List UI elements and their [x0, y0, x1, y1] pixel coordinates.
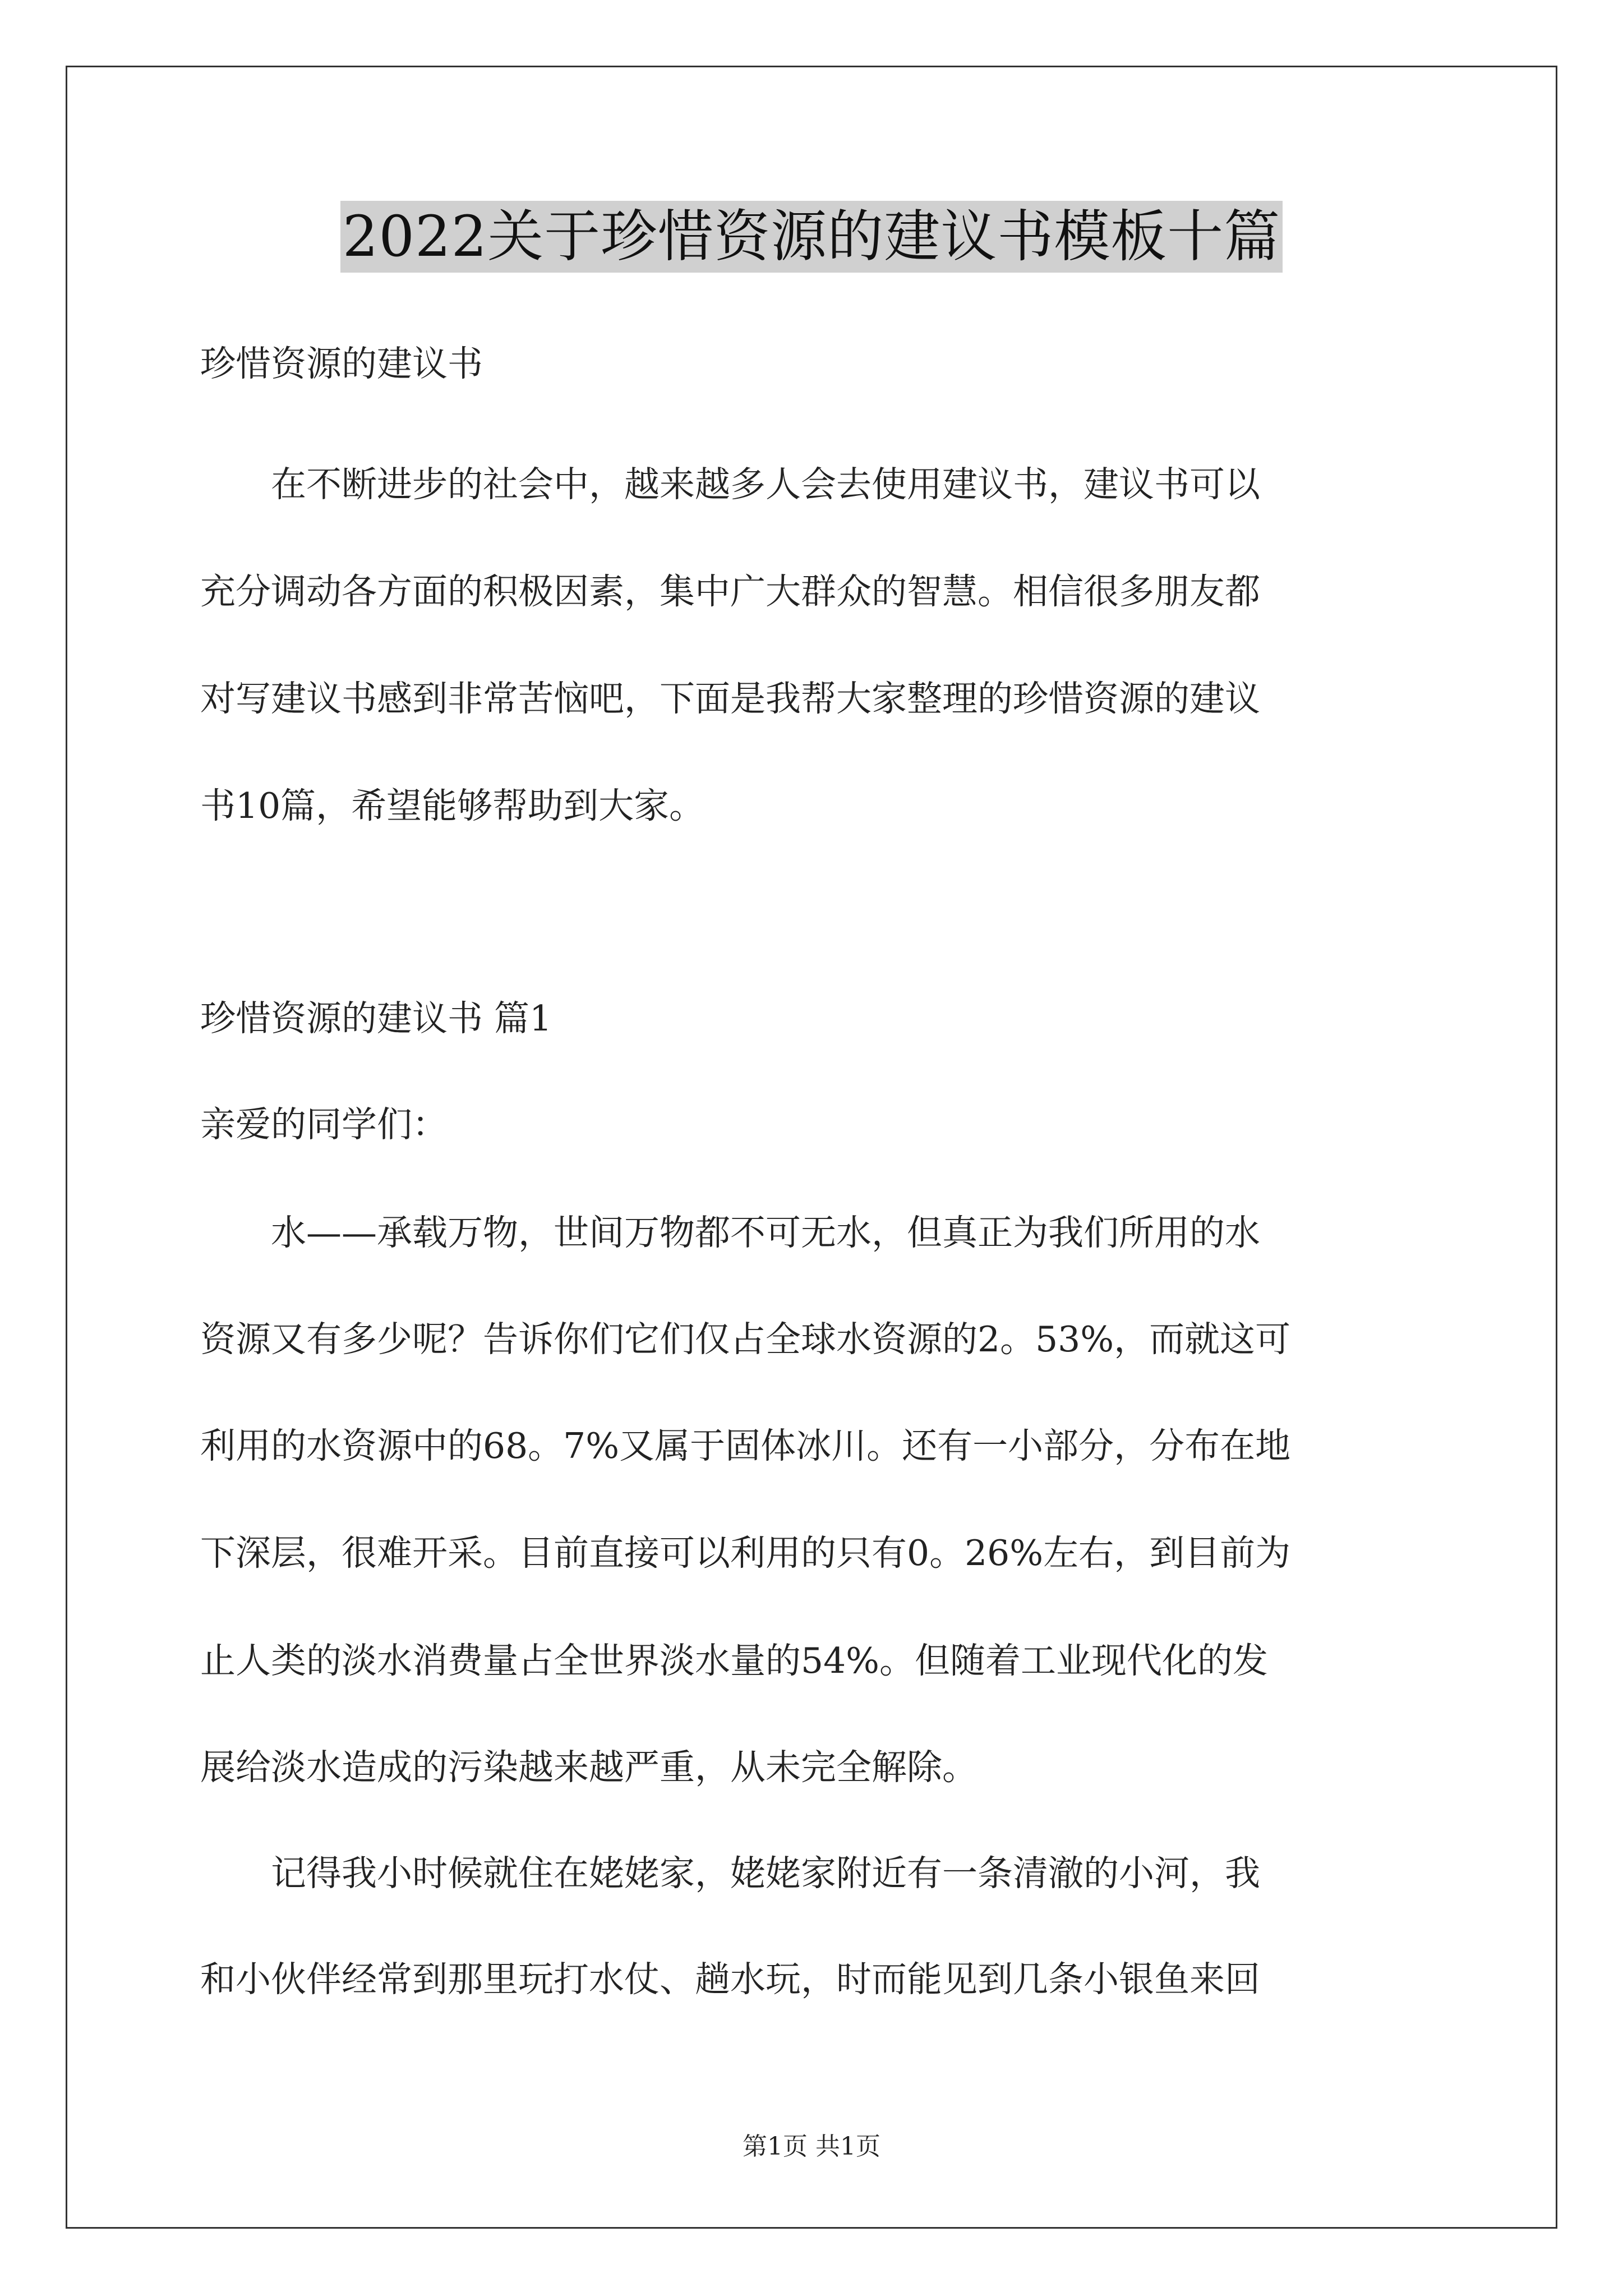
paragraph-line: 充分调动各方面的积极因素，集中广大群众的智慧。相信很多朋友都	[200, 571, 1260, 612]
paragraph-line: 利用的水资源中的68。7%又属于固体冰川。还有一小部分，分布在地	[200, 1425, 1291, 1466]
page-border	[66, 66, 1557, 2229]
paragraph-line: 书10篇，希望能够帮助到大家。	[200, 785, 705, 826]
paragraph-line: 在不断进步的社会中，越来越多人会去使用建议书，建议书可以	[200, 464, 1260, 505]
paragraph-line: 和小伙伴经常到那里玩打水仗、趟水玩，时而能见到几条小银鱼来回	[200, 1959, 1260, 2000]
paragraph-line: 止人类的淡水消费量占全世界淡水量的54%。但随着工业现代化的发	[200, 1640, 1269, 1681]
document-title: 2022关于珍惜资源的建议书模板十篇	[340, 201, 1283, 273]
paragraph-line: 下深层，很难开采。目前直接可以利用的只有0。26%左右，到目前为	[200, 1533, 1291, 1573]
section-heading: 珍惜资源的建议书	[200, 343, 483, 384]
salutation: 亲爱的同学们：	[200, 1104, 448, 1145]
paragraph-line: 对写建议书感到非常苦恼吧，下面是我帮大家整理的珍惜资源的建议	[200, 678, 1260, 719]
section-heading: 珍惜资源的建议书 篇1	[200, 998, 552, 1039]
paragraph-line: 记得我小时候就住在姥姥家，姥姥家附近有一条清澈的小河，我	[200, 1853, 1260, 1894]
title-container	[0, 201, 1623, 273]
paragraph-line: 资源又有多少呢？告诉你们它们仅占全球水资源的2。53%，而就这可	[200, 1319, 1291, 1360]
paragraph-line: 展给淡水造成的污染越来越严重，从未完全解除。	[200, 1747, 978, 1788]
page-footer: 第1页 共1页	[743, 2132, 880, 2161]
paragraph-line: 水——承载万物，世间万物都不可无水，但真正为我们所用的水	[200, 1212, 1260, 1253]
